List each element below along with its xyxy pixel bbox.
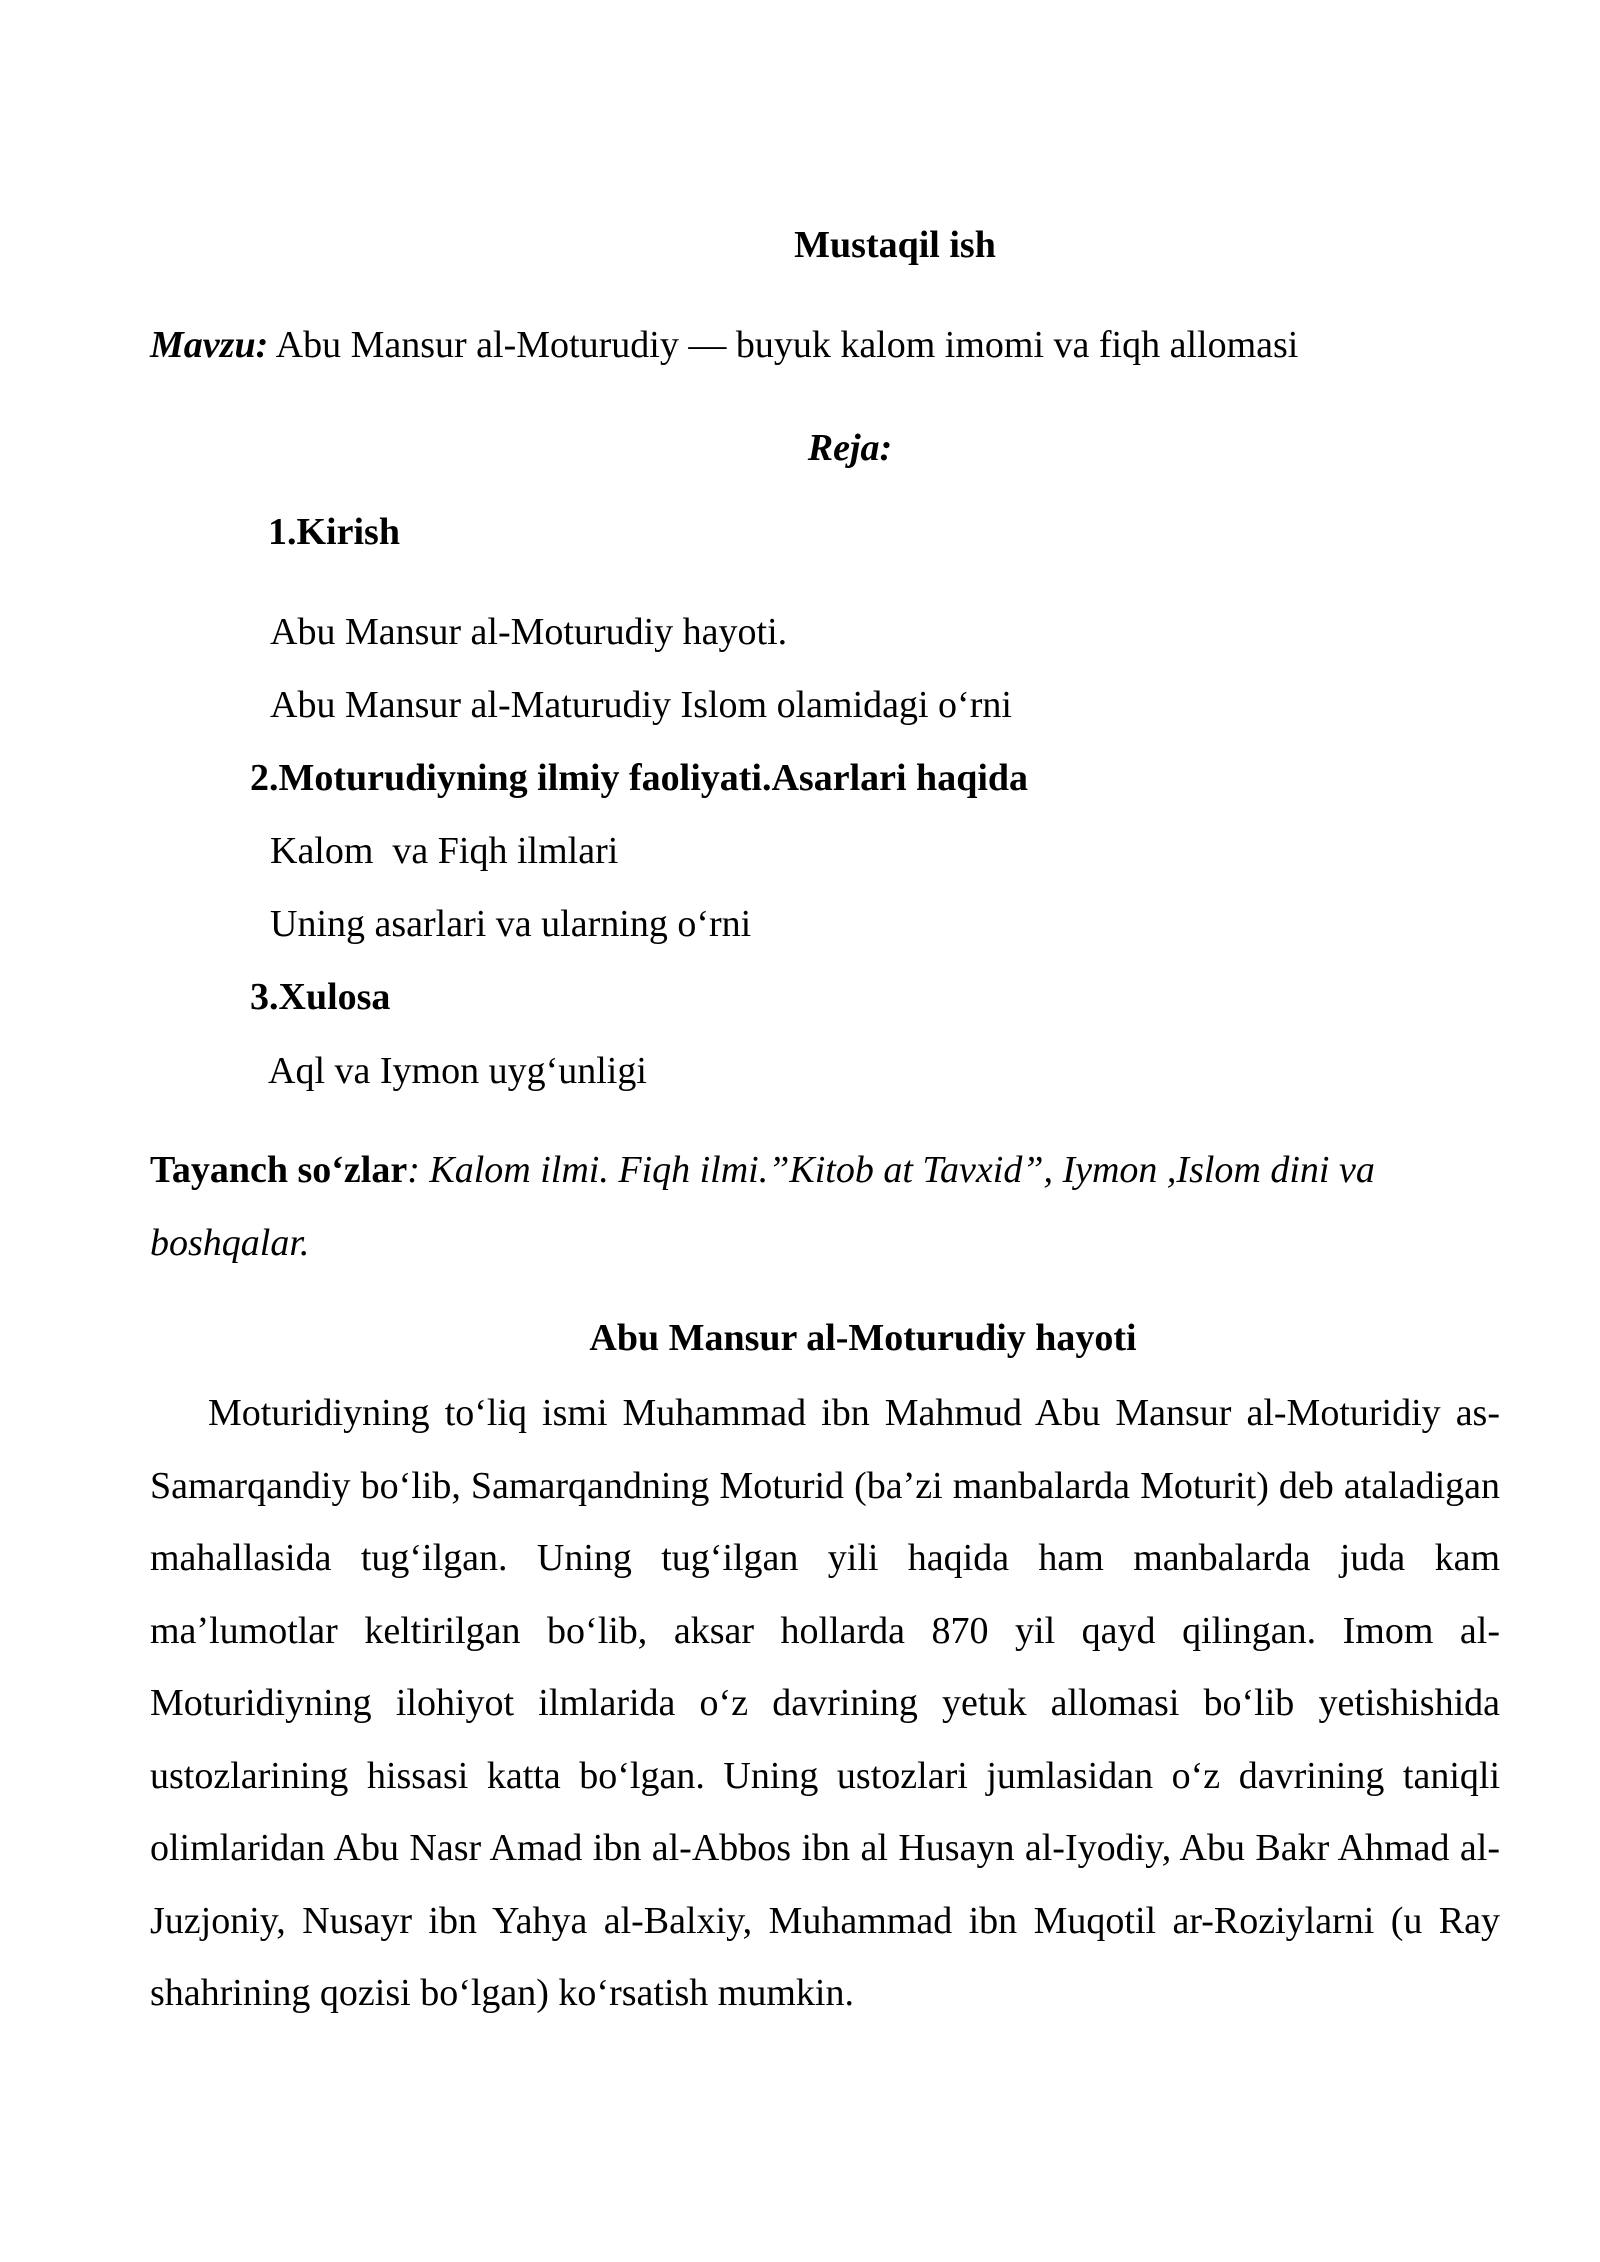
plan-item-2-ilmiy-faoliyati: 2.Moturudiyning ilmiy faoliyati.Asarlari haqida <box>250 757 1029 799</box>
plan-subitem-kalom-va-fiqh: Kalom va Fiqh ilmlari <box>270 830 619 872</box>
body-paragraph: Moturidiyning toʻliq ismi Muhammad ibn Mahmud Abu Mansur al-Moturidiy as-Samarqandiy boʻlib, Samarqandning Moturid (baʼzi manbalarda Moturit) deb ataladigan mahallasida tugʻilgan. Uning tugʻilgan yili haqida ham manbalarda juda kam maʼlumotlar keltirilgan boʻlib, aksar hollarda 870 yil qayd qilingan. Imom al-Moturidiyning ilohiyot ilmlarida oʻz davrining yetuk allomasi boʻlib yetishishida ustozlarining hissasi katta boʻlgan. Uning ustozlari jumlasidan oʻz davrining taniqli olimlaridan Abu Nasr Amad ibn al-Abbos ibn al Husayn al-Iyodiy, Abu Bakr Ahmad al-Juzjoniy, Nusayr ibn Yahya al-Balxiy, Muhammad ibn Muqotil ar-Roziylarni (u Ray shahrining qozisi boʻlgan) koʻrsatish mumkin. <box>150 1392 1500 2014</box>
keywords-label: Tayanch soʻzlar <box>150 1149 408 1191</box>
topic-label: Mavzu: <box>150 324 269 366</box>
section-heading: Abu Mansur al-Moturudiy hayoti <box>589 1317 1137 1359</box>
plan-subitem-islom-olamidagi-orni: Abu Mansur al-Maturudiy Islom olamidagi oʻrni <box>270 684 1012 726</box>
topic-text: Abu Mansur al-Moturudiy — buyuk kalom imomi va fiqh allomasi <box>268 324 1299 366</box>
plan-heading: Reja: <box>807 427 893 469</box>
keywords-line <box>150 1134 1500 1280</box>
plan-subitem-asarlari-va-orni: Uning asarlari va ularning oʻrni <box>270 903 752 945</box>
plan-item-1-kirish: 1.Kirish <box>268 511 400 553</box>
plan-item-3-xulosa: 3.Xulosa <box>250 976 391 1018</box>
keywords-text: : Kalom ilmi. Fiqh ilmi.”Kitob at Tavxid”, Iymon ,Islom dini va boshqalar. <box>150 1149 1375 1264</box>
topic-line <box>150 309 1500 382</box>
document-title: Mustaqil ish <box>794 224 996 266</box>
plan-subitem-hayoti: Abu Mansur al-Moturudiy hayoti. <box>270 611 788 653</box>
plan-subitem-aql-va-iymon: Aql va Iymon uygʻunligi <box>268 1050 647 1092</box>
